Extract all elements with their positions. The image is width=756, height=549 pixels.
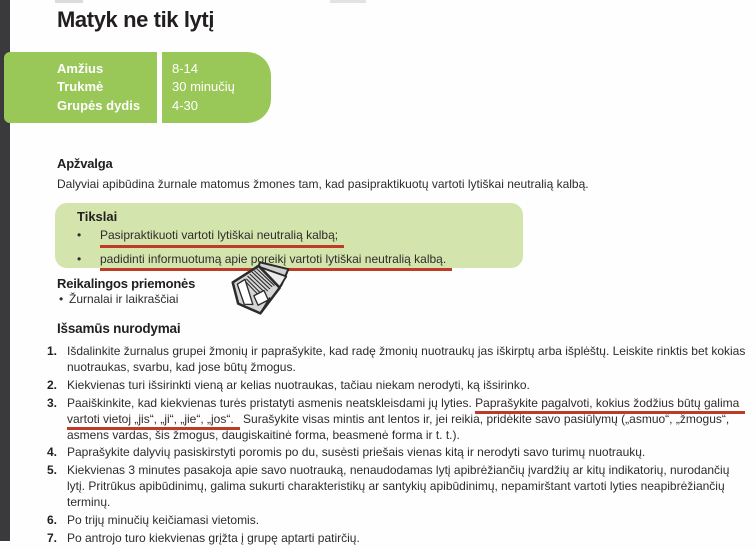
- step-text: Kiekvienas turi išsirinkti vieną ar kelias nuotraukas, tačiau niekam nerodyti, ką išsirinko.: [67, 377, 530, 392]
- bullet-icon: •: [59, 292, 64, 306]
- step-number: 1.: [47, 344, 58, 358]
- list-item: [47, 463, 750, 511]
- info-value-age: 8-14: [172, 61, 199, 76]
- step-text-plain: Paaiškinkite, kad kiekvienas turės pristatyti asmenis neatskleisdami jų lyties.: [67, 395, 476, 410]
- info-value-group-size: 4-30: [172, 97, 199, 113]
- step-text: Kiekvienas 3 minutes pasakoja apie savo nuotrauką, nenaudodamas lytį apibrėžiančių įvardžių ar kitų indikatorių, nurodančių lytį. Pritrūkus apibūdinimų, galima sukurti charakteristikų ar santykių apibūdinimų, nepamirštant vartoti lyties neapibrėžiančių terminų.: [67, 463, 730, 510]
- materials-item: [59, 292, 178, 306]
- scan-smudge: [330, 0, 366, 3]
- info-box-labels: [4, 52, 157, 123]
- step-number: 7.: [47, 530, 58, 545]
- list-item: [47, 513, 750, 529]
- newspaper-icon: [224, 255, 308, 339]
- info-label-group-size: Grupės dydis: [57, 97, 141, 113]
- step-number: 2.: [47, 377, 58, 392]
- list-item: [47, 378, 750, 394]
- list-item: [47, 396, 750, 444]
- step-text: Paprašykite dalyvių pasiskirstyti poromis po du, susėsti priešais vienas kitą ir nerodyti savo turimų nuotraukų.: [67, 445, 646, 460]
- overview-heading: Apžvalga: [57, 156, 113, 171]
- scan-smudge: [55, 0, 83, 3]
- goal-item: [77, 228, 509, 248]
- step-text-plain: Surašykite visas mintis ant lentos ir, jei reikia, pridėkite savo pasiūlymų („asmuo“, „žmogus“, asmens vardas, šis žmogus, daugiskaitinė forma, beasmenė forma ir t. t.).: [67, 411, 730, 442]
- step-text-underlined: Paprašykite pagalvoti, kokius žodžius būtų galima vartoti vietoj „jis“, „ji“, „jie“, „jos“.: [67, 396, 745, 430]
- step-text: [67, 396, 750, 444]
- list-item: [47, 531, 750, 547]
- materials-heading: Reikalingos priemonės: [57, 276, 196, 291]
- goals-heading: Tikslai: [77, 209, 118, 224]
- materials-item-text: Žurnalai ir laikraščiai: [69, 292, 179, 306]
- step-number: 4.: [47, 445, 58, 460]
- list-item: [47, 445, 750, 461]
- list-item: [47, 344, 750, 376]
- step-number: 3.: [47, 395, 58, 410]
- goal-text-underlined: padidinti informuotumą apie poreikį vartoti lytiškai neutralią kalbą.: [100, 252, 452, 272]
- instructions-heading: Išsamūs nurodymai: [57, 321, 181, 336]
- info-label-duration: Trukmė: [57, 79, 104, 95]
- info-value-duration: 30 minučių: [172, 79, 235, 95]
- step-text: Išdalinkite žurnalus grupei žmonių ir paprašykite, kad radę žmonių nuotraukų jas iškirptų arba išplėštų. Leiskite rinktis bet kokias nuotraukas, svarbu, kad jose būtų žmogus.: [67, 344, 746, 374]
- bullet-icon: •: [77, 228, 82, 242]
- step-text: Po trijų minučių keičiamasi vietomis.: [67, 513, 260, 528]
- step-number: 6.: [47, 513, 58, 528]
- info-label-age: Amžius: [57, 61, 104, 76]
- overview-text: Dalyviai apibūdina žurnale matomus žmones tam, kad pasipraktikuotų vartoti lytiškai neutralią kalbą.: [57, 177, 589, 191]
- info-box-values: [162, 52, 271, 123]
- page-title: Matyk ne tik lytį: [57, 7, 215, 32]
- bullet-icon: •: [77, 251, 82, 266]
- instructions-list: [47, 344, 750, 549]
- step-number: 5.: [47, 463, 58, 478]
- step-text: Po antrojo turo kiekvienas grįžta į grupę aptarti patirčių.: [67, 530, 360, 545]
- goal-text-underlined: Pasipraktikuoti vartoti lytiškai neutralią kalbą;: [100, 228, 344, 248]
